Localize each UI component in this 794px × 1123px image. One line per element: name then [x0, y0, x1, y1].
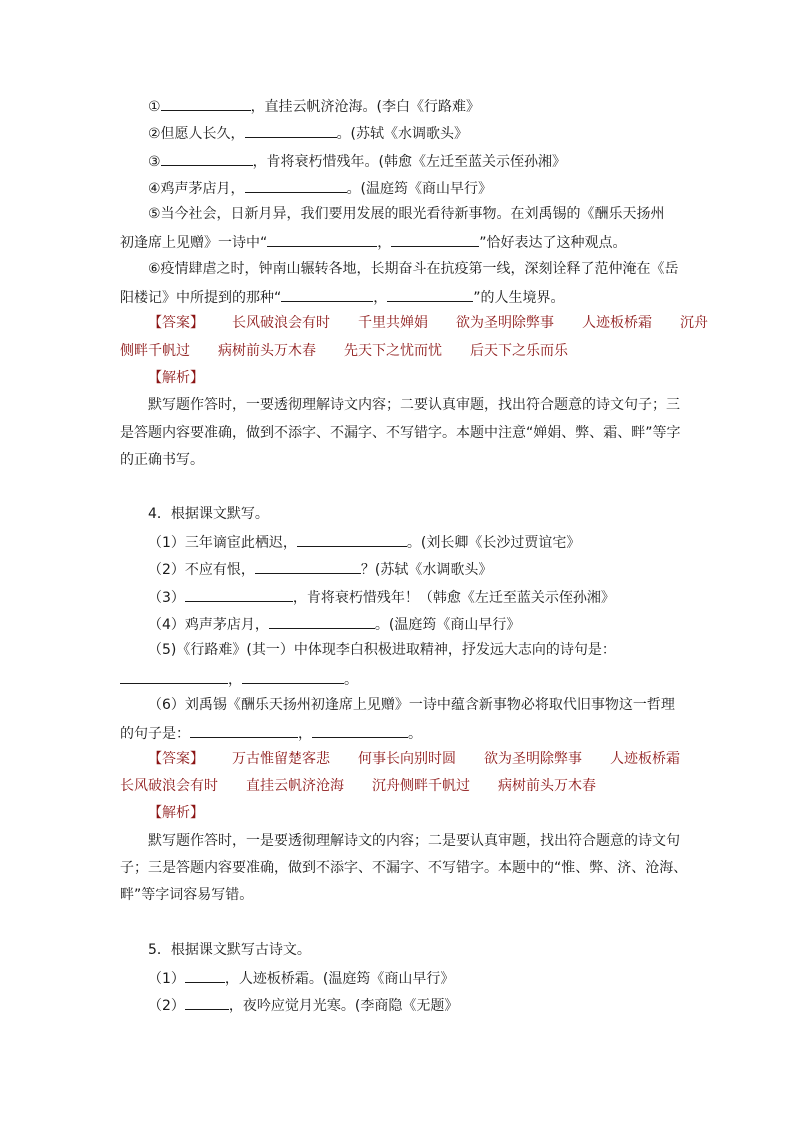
q3-item-6-line2 [120, 286, 565, 306]
answer-blank[interactable] [161, 95, 251, 111]
answer-blank[interactable] [185, 586, 293, 602]
text: ，夜吟应觉月光寒。(李商隐《无题》 [228, 998, 459, 1014]
answer-blank[interactable] [185, 967, 225, 983]
text: ， [298, 726, 312, 742]
q4-item-2 [148, 558, 492, 578]
item-prefix: ③ [148, 154, 161, 170]
q3-analysis-line3: 的正确书写。 [120, 452, 204, 468]
text: 。 [408, 726, 422, 742]
q3-item-5-line2 [120, 231, 627, 251]
answer-blank[interactable] [190, 722, 298, 738]
text: （2）不应有恨， [148, 562, 255, 578]
text: ”的人生境界。 [473, 290, 565, 306]
answer-item: 先天下之忧而忧 [344, 343, 442, 359]
answer-label: 【答案】 [148, 315, 204, 331]
answer-item: 后天下之乐而乐 [470, 343, 568, 359]
item-prefix: ① [148, 99, 161, 115]
text: 。 [344, 672, 358, 688]
answer-item: 病树前头万木春 [218, 343, 316, 359]
answer-item: 万古惟留楚客悲 [232, 751, 330, 767]
answer-item: 侧畔千帆过 [120, 343, 190, 359]
text: ？(苏轼《水调歌头》 [360, 562, 493, 578]
q4-item-4 [148, 613, 520, 633]
text: ， [228, 672, 242, 688]
text: （3） [148, 590, 185, 606]
q4-answer-line2 [120, 776, 624, 796]
answer-blank[interactable] [120, 668, 228, 684]
answer-blank[interactable] [242, 668, 344, 684]
answer-blank[interactable] [185, 994, 229, 1010]
q4-item-1 [148, 531, 580, 551]
q4-analysis-line3: 畔”等字词容易写错。 [120, 887, 254, 903]
q3-answer-line1 [148, 313, 736, 333]
text: 。(刘长卿《长沙过贾谊宅》 [406, 535, 581, 551]
answer-blank[interactable] [297, 531, 407, 547]
text: ，肯将衰朽惜残年！（韩愈《左迁至蓝关示侄孙湘》 [292, 590, 615, 606]
q4-item-3 [148, 586, 615, 606]
text: 。(温庭筠《商山早行》 [374, 617, 521, 633]
q3-item-3 [148, 150, 566, 170]
answer-blank[interactable] [312, 722, 408, 738]
text: 阳楼记》中所提到的那种“ [120, 290, 282, 306]
text: 初逢席上见赠》一诗中“ [120, 235, 268, 251]
q4-item-5-line2 [120, 668, 358, 688]
answer-blank[interactable] [161, 150, 253, 166]
item-prefix: ②但愿人长久， [148, 126, 245, 142]
text: ， [373, 290, 388, 306]
text: （2） [148, 998, 185, 1014]
item-suffix: 。(温庭筠《商山早行》 [346, 181, 493, 197]
q5-title: 5．根据课文默写古诗文。 [148, 942, 311, 958]
answer-item: 欲为圣明除弊事 [484, 751, 582, 767]
answer-blank[interactable] [281, 286, 373, 302]
answer-item: 欲为圣明除弊事 [456, 315, 554, 331]
answer-item: 人迹板桥霜 [610, 751, 680, 767]
answer-item: 人迹板桥霜 [582, 315, 652, 331]
answer-item: 何事长向别时圆 [358, 751, 456, 767]
text: ”恰好表达了这种观点。 [479, 235, 627, 251]
answer-label: 【答案】 [148, 751, 204, 767]
q4-analysis-label: 【解析】 [148, 805, 204, 821]
q4-item-5-line1: （5)《行路难》(其一）中体现李白积极进取精神，抒发远大志向的诗句是： [148, 642, 616, 658]
q5-item-1 [148, 967, 454, 987]
text: ，人迹板桥霜。(温庭筠《商山早行》 [224, 971, 455, 987]
answer-blank[interactable] [267, 231, 377, 247]
text: （1）三年谪宦此栖迟， [148, 535, 297, 551]
answer-blank[interactable] [387, 286, 473, 302]
item-prefix: ④鸡声茅店月， [148, 181, 245, 197]
item-suffix: 。(苏轼《水调歌头》 [336, 126, 469, 142]
q3-item-1 [148, 95, 480, 115]
q3-item-5-line1: ⑤当今社会，日新月异，我们要用发展的眼光看待新事物。在刘禹锡的《酬乐天扬州 [148, 206, 665, 222]
q4-answer-line1 [148, 749, 708, 769]
answer-blank[interactable] [269, 613, 375, 629]
answer-blank[interactable] [245, 177, 347, 193]
answer-blank[interactable] [391, 231, 479, 247]
item-suffix: ，肯将衰朽惜残年。(韩愈《左迁至蓝关示侄孙湘》 [252, 154, 567, 170]
q4-analysis-line2: 子；三是答题内容要准确，做到不添字、不漏字、不写错字。本题中的“惟、弊、济、沧海、 [120, 860, 688, 876]
text: 的句子是： [120, 726, 190, 742]
answer-blank[interactable] [245, 122, 337, 138]
q3-analysis-label: 【解析】 [148, 370, 204, 386]
q3-item-2 [148, 122, 468, 142]
answer-blank[interactable] [255, 558, 361, 574]
q4-title: 4．根据课文默写。 [148, 506, 269, 522]
q5-item-2 [148, 994, 458, 1014]
q3-analysis-line2: 是答题内容要准确，做到不添字、不漏字、不写错字。本题中注意“婵娟、弊、霜、畔”等字 [120, 425, 681, 441]
q4-analysis-line1: 默写题作答时，一是要透彻理解诗文的内容；二是要认真审题，找出符合题意的诗文句 [148, 833, 680, 849]
q3-item-6-line1: ⑥疫情肆虐之时，钟南山辗转各地，长期奋斗在抗疫第一线，深刻诠释了范仲淹在《岳 [148, 261, 679, 277]
q3-answer-line2 [120, 341, 596, 361]
answer-item: 沉舟侧畔千帆过 [372, 778, 470, 794]
answer-item: 长风破浪会有时 [120, 778, 218, 794]
text: （1） [148, 971, 185, 987]
text: ， [377, 235, 392, 251]
answer-item: 直挂云帆济沧海 [246, 778, 344, 794]
answer-item: 沉舟 [680, 315, 708, 331]
q3-item-4 [148, 177, 492, 197]
answer-item: 病树前头万木春 [498, 778, 596, 794]
answer-item: 千里共婵娟 [358, 315, 428, 331]
text: （4）鸡声茅店月， [148, 617, 269, 633]
q4-item-6-line1: （6）刘禹锡《酬乐天扬州初逢席上见赠》一诗中蕴含新事物必将取代旧事物这一哲理 [148, 697, 675, 713]
item-suffix: ，直挂云帆济沧海。(李白《行路难》 [250, 99, 481, 115]
answer-item: 长风破浪会有时 [232, 315, 330, 331]
q4-item-6-line2 [120, 722, 422, 742]
q3-analysis-line1: 默写题作答时，一要透彻理解诗文内容；二要认真审题，找出符合题意的诗文句子；三 [148, 397, 680, 413]
